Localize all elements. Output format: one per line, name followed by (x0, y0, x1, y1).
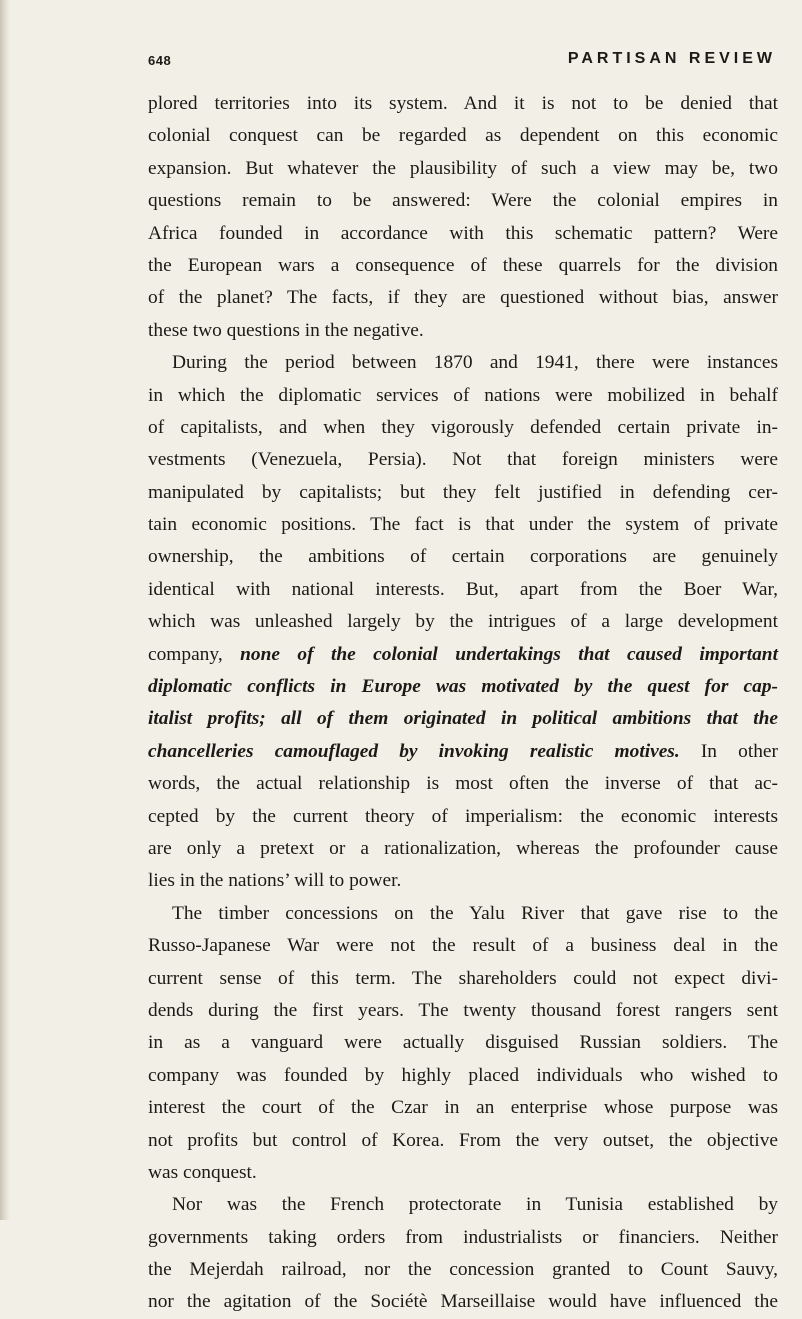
text-run: words, the actual relationship is most often the inverse of that ac- (148, 773, 778, 795)
text-run: cepted by the current theory of imperialism: the economic interests (148, 805, 778, 827)
text-line (148, 833, 778, 865)
text-line (148, 1092, 778, 1124)
running-head: PARTISAN REVIEW (567, 50, 776, 67)
text-line (148, 606, 778, 638)
text-run: plored territories into its system. And it is not to be denied that (148, 93, 778, 114)
text-line (148, 541, 778, 573)
text-run: colonial conquest can be regarded as dependent on this economic (148, 125, 778, 147)
italic-emphasis: none of the colonial undertakings that caused important (240, 643, 778, 665)
text-run: was conquest. (148, 1161, 257, 1183)
text-run: in which the diplomatic services of nations were mobilized in behalf (148, 384, 778, 406)
text-line (148, 865, 778, 897)
text-run: identical with national interests. But, apart from the Boer War, (148, 578, 778, 600)
text-line (148, 1060, 778, 1092)
text-run: company, (148, 643, 241, 665)
text-run: Africa founded in accordance with this schematic pattern? Were (148, 222, 778, 244)
text-run: lies in the nations’ will to power. (148, 870, 402, 892)
text-run: In other (679, 740, 778, 762)
text-line (148, 444, 778, 476)
text-run: the European wars a consequence of these quarrels for the division (148, 254, 778, 276)
text-run: company was founded by highly placed individuals who wished to (148, 1064, 778, 1086)
text-line (148, 315, 778, 347)
text-run: these two questions in the negative. (148, 319, 424, 341)
text-run: During the period between 1870 and 1941, there were instances (172, 352, 778, 374)
text-run: Nor was the French protectorate in Tunisia established by (172, 1194, 778, 1216)
text-line (148, 1125, 778, 1157)
text-run: are only a pretext or a rationalization, whereas the profounder cause (148, 837, 778, 859)
text-line (148, 995, 778, 1027)
text-line (148, 768, 778, 800)
text-line (148, 250, 778, 282)
italic-emphasis: chancelleries camouflaged by invoking realistic motives. (148, 740, 680, 762)
text-line (148, 736, 778, 768)
text-run: tain economic positions. The fact is that under the system of private (148, 514, 778, 536)
text-line (148, 703, 778, 735)
text-line (148, 639, 778, 671)
text-run: nor the agitation of the Sociétè Marseillaise would have influenced the (148, 1291, 778, 1313)
text-line (148, 898, 778, 930)
text-run: dends during the first years. The twenty thousand forest rangers sent (148, 999, 778, 1021)
text-line (148, 380, 778, 412)
text-line (148, 218, 778, 250)
text-run: not profits but control of Korea. From the very outset, the objective (148, 1129, 778, 1151)
text-line (148, 1222, 778, 1254)
italic-emphasis: diplomatic conflicts in Europe was motivated by the quest for cap- (148, 676, 778, 698)
text-line (148, 801, 778, 833)
text-line (148, 1157, 778, 1189)
text-line (148, 930, 778, 962)
page-header (148, 50, 776, 72)
text-line (148, 185, 778, 217)
text-run: questions remain to be answered: Were the colonial empires in (148, 190, 778, 212)
text-line (148, 1189, 778, 1221)
text-line (148, 1027, 778, 1059)
text-line (148, 88, 778, 120)
page-number: 648 (148, 53, 172, 68)
text-run: of the planet? The facts, if they are questioned without bias, answer (148, 287, 778, 309)
text-run: Russo-Japanese War were not the result of a business deal in the (148, 935, 778, 957)
text-run: governments taking orders from industrialists or financiers. Neither (148, 1226, 778, 1248)
text-run: The timber concessions on the Yalu River that gave rise to the (172, 902, 778, 924)
text-run: the Mejerdah railroad, nor the concession granted to Count Sauvy, (148, 1259, 778, 1281)
text-line (148, 671, 778, 703)
text-line (148, 412, 778, 444)
text-run: expansion. But whatever the plausibility of such a view may be, two (148, 157, 778, 179)
text-run: in as a vanguard were actually disguised Russian soldiers. The (148, 1032, 778, 1054)
text-run: manipulated by capitalists; but they felt justified in defending cer- (148, 481, 778, 503)
text-run: ownership, the ambitions of certain corporations are genuinely (148, 546, 778, 568)
text-run: current sense of this term. The shareholders could not expect divi- (148, 967, 778, 989)
text-line (148, 282, 778, 314)
text-run: vestments (Venezuela, Persia). Not that foreign ministers were (148, 449, 778, 471)
text-run: of capitalists, and when they vigorously defended certain private in- (148, 416, 778, 438)
text-line (148, 963, 778, 995)
text-line (148, 1254, 778, 1286)
italic-emphasis: italist profits; all of them originated in political ambitions that the (148, 708, 778, 730)
body-text (148, 88, 778, 1319)
text-line (148, 574, 778, 606)
text-line (148, 1286, 778, 1318)
text-run: which was unleashed largely by the intrigues of a large development (148, 611, 778, 633)
text-line (148, 153, 778, 185)
text-line (148, 347, 778, 379)
text-run: interest the court of the Czar in an enterprise whose purpose was (148, 1097, 778, 1119)
text-line (148, 120, 778, 152)
text-line (148, 509, 778, 541)
text-line (148, 477, 778, 509)
